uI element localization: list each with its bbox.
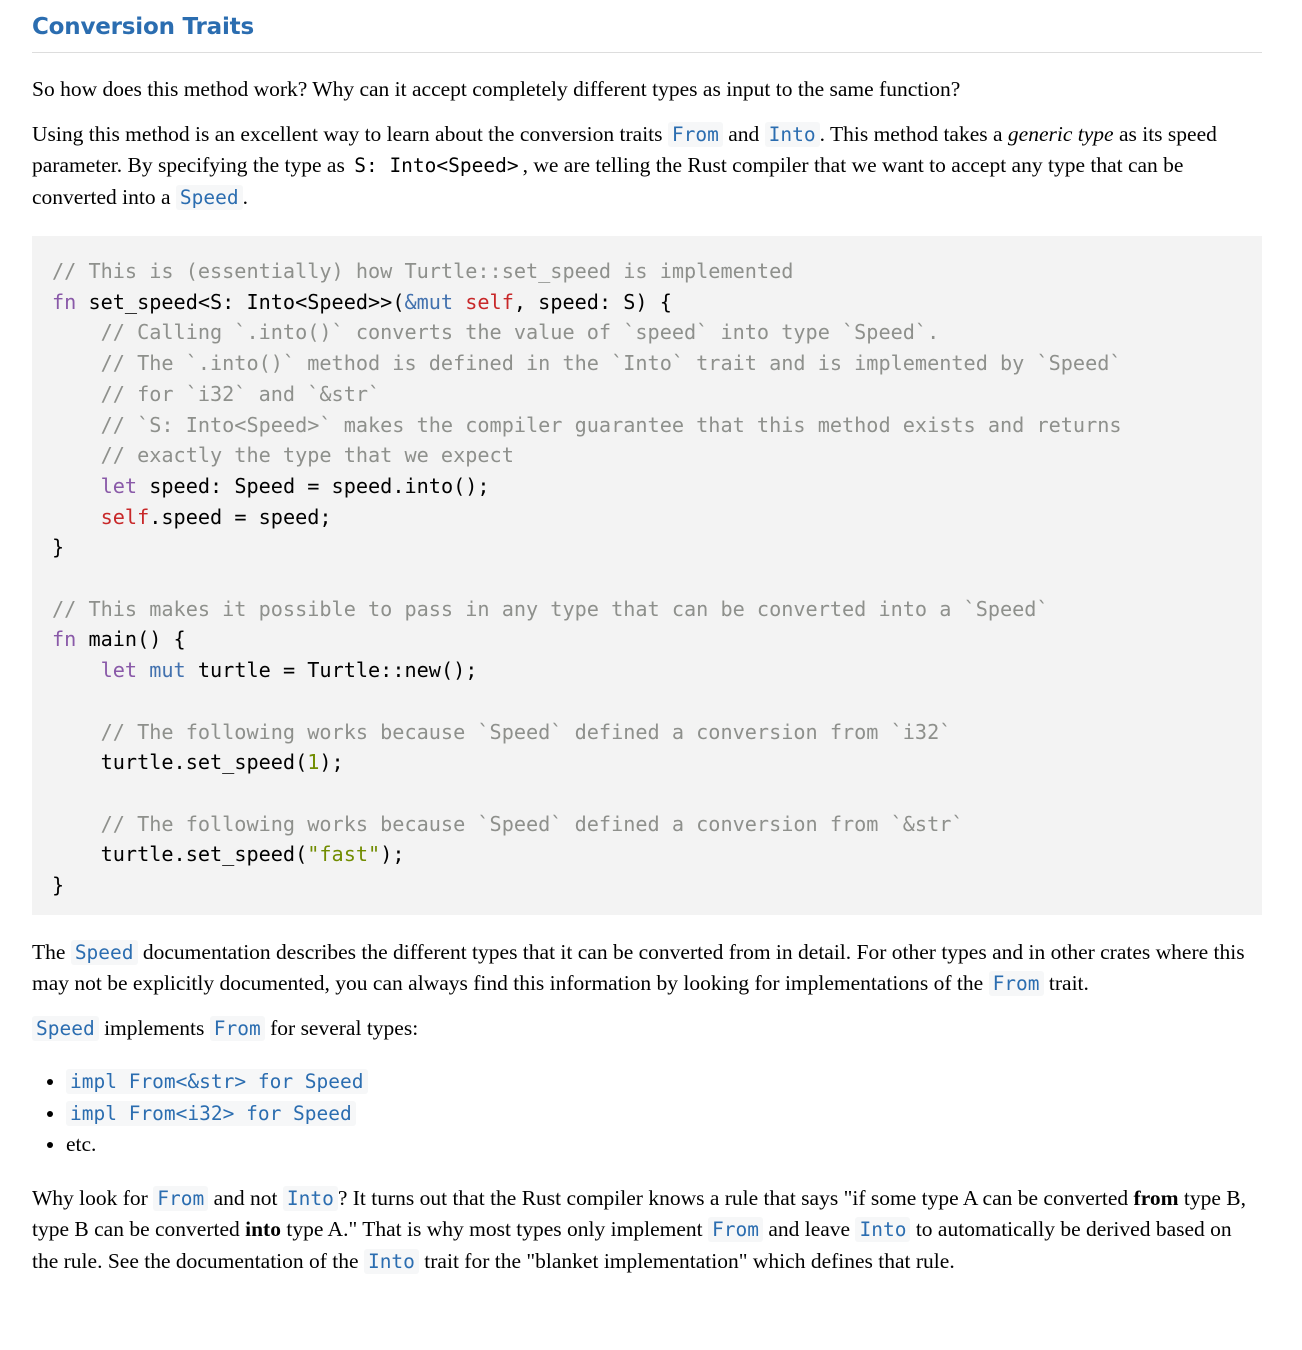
text-run: Why look for bbox=[32, 1185, 154, 1210]
speed-link[interactable]: Speed bbox=[71, 940, 138, 965]
code-string: "fast" bbox=[307, 842, 381, 867]
into-link[interactable]: Into bbox=[364, 1249, 419, 1274]
text-run: and not bbox=[208, 1185, 283, 1210]
into-link[interactable]: Into bbox=[283, 1186, 338, 1211]
code-text: set_speed<S: Into<Speed>>( bbox=[76, 289, 405, 314]
code-keyword: mut bbox=[149, 658, 186, 683]
into-link[interactable]: Into bbox=[765, 122, 820, 147]
code-keyword: fn bbox=[52, 627, 77, 652]
intro-text: So how does this method work? Why can it accept completely different types as input to the same function? bbox=[32, 77, 961, 101]
code-number: 1 bbox=[307, 750, 320, 775]
from-vs-into-paragraph bbox=[32, 1183, 1262, 1278]
text-run: and bbox=[722, 121, 765, 146]
text-run: trait for the "blanket implementation" which defines that rule. bbox=[418, 1248, 955, 1273]
text-run: type A." That is why most types only implement bbox=[280, 1217, 708, 1242]
code-text: turtle.set_speed( bbox=[100, 842, 308, 867]
code-text: speed: Speed = speed.into(); bbox=[137, 473, 490, 498]
text-run: . bbox=[242, 184, 248, 209]
code-self: self bbox=[465, 289, 514, 314]
text-run: type B, type B can be converted bbox=[32, 1185, 1247, 1242]
from-link[interactable]: From bbox=[989, 971, 1044, 996]
emphasis-generic-type: generic type bbox=[1007, 121, 1114, 146]
code-comment: // This makes it possible to pass in any type that can be converted into a `Speed` bbox=[52, 596, 1049, 621]
text-run: to automatically be derived based on the rule. See the documentation of the bbox=[32, 1217, 1232, 1273]
code-comment: // The following works because `Speed` defined a conversion from `&str` bbox=[52, 811, 964, 836]
code-self: self bbox=[100, 504, 150, 529]
code-comment: // The following works because `Speed` defined a conversion from `i32` bbox=[52, 719, 952, 744]
from-link[interactable]: From bbox=[210, 1016, 265, 1041]
code-comment: // The `.into()` method is defined in the `Into` trait and is implemented by `Speed` bbox=[52, 351, 1122, 376]
code-keyword: &mut bbox=[404, 289, 454, 314]
from-link[interactable]: From bbox=[153, 1186, 208, 1211]
bold-into: into bbox=[245, 1217, 281, 1242]
code-text: ); bbox=[380, 842, 405, 867]
code-keyword: let bbox=[100, 658, 138, 683]
list-item bbox=[66, 1098, 1262, 1130]
code-comment: // `S: Into<Speed>` makes the compiler guarantee that this method exists and returns bbox=[52, 412, 1122, 437]
code-block bbox=[32, 236, 1262, 915]
from-link[interactable]: From bbox=[668, 122, 723, 147]
code-comment: // for `i32` and `&str` bbox=[52, 381, 381, 406]
code-comment: // This is (essentially) how Turtle::set_speed is implemented bbox=[52, 259, 794, 283]
code-text: .speed = speed; bbox=[149, 504, 332, 529]
code-text: turtle.set_speed( bbox=[100, 750, 308, 775]
into-link[interactable]: Into bbox=[855, 1217, 910, 1242]
speed-link[interactable]: Speed bbox=[176, 185, 243, 210]
code-text: } bbox=[52, 873, 65, 898]
code-comment: // Calling `.into()` converts the value of `speed` into type `Speed`. bbox=[52, 320, 940, 345]
code-text: } bbox=[52, 535, 65, 560]
text-run: documentation describes the different types that it can be converted from in detail. For other types and in other crates where this may not be explicitly documented, you can always find this information by looking for implementations of the bbox=[32, 939, 1245, 996]
text-run: The bbox=[32, 939, 71, 964]
inline-code-bound: S: Into<Speed> bbox=[354, 154, 519, 177]
implements-paragraph bbox=[32, 1013, 1262, 1045]
code-text: ); bbox=[319, 750, 344, 775]
text-run: and leave bbox=[762, 1217, 856, 1242]
text-run: Using this method is an excellent way to learn about the conversion traits bbox=[32, 121, 668, 146]
from-link[interactable]: From bbox=[708, 1217, 763, 1242]
code-text: main() { bbox=[76, 627, 186, 652]
code-text: turtle = Turtle::new(); bbox=[185, 658, 478, 683]
text-run: implements bbox=[98, 1015, 210, 1040]
code-keyword: let bbox=[100, 473, 138, 498]
text-run: trait. bbox=[1043, 971, 1089, 996]
code-text: , speed: S) { bbox=[513, 289, 672, 314]
code-comment: // exactly the type that we expect bbox=[52, 443, 514, 468]
bold-from: from bbox=[1133, 1185, 1179, 1210]
code-keyword: fn bbox=[52, 289, 77, 314]
list-item bbox=[66, 1129, 1262, 1161]
text-run: as its speed parameter. By specifying the type as bbox=[32, 121, 1217, 177]
impl-list bbox=[32, 1066, 1262, 1161]
list-item-text: etc. bbox=[66, 1132, 97, 1157]
list-item bbox=[66, 1066, 1262, 1098]
section-title[interactable]: Conversion Traits bbox=[32, 0, 1262, 53]
speed-docs-paragraph bbox=[32, 937, 1262, 1000]
text-run: for several types: bbox=[264, 1015, 419, 1040]
impl-from-i32-link[interactable]: impl From<i32> for Speed bbox=[66, 1101, 356, 1126]
conversion-paragraph bbox=[32, 119, 1262, 214]
impl-from-str-link[interactable]: impl From<&str> for Speed bbox=[66, 1069, 368, 1094]
text-run: . This method takes a bbox=[819, 121, 1008, 146]
speed-link[interactable]: Speed bbox=[32, 1016, 99, 1041]
text-run: , we are telling the Rust compiler that we want to accept any type that can be converted into a bbox=[32, 153, 1184, 209]
intro-paragraph bbox=[32, 74, 1262, 106]
text-run: ? It turns out that the Rust compiler knows a rule that says "if some type A can be converted bbox=[337, 1185, 1134, 1210]
